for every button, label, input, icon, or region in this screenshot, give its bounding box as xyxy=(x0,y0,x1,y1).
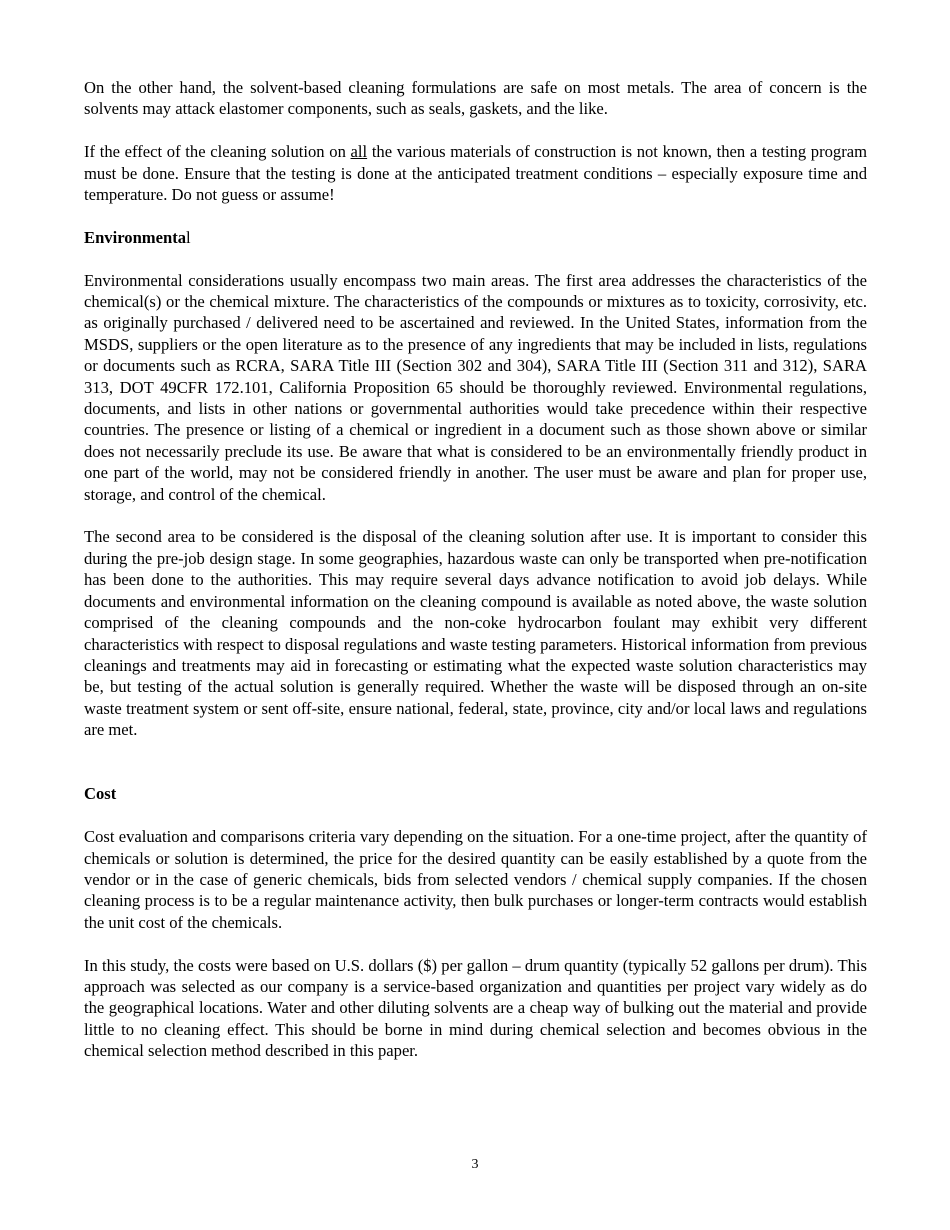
paragraph-testing-program xyxy=(84,141,867,205)
section-heading-cost xyxy=(84,783,867,804)
document-page xyxy=(84,77,867,1083)
underlined-word-all: all xyxy=(350,142,368,162)
heading-environmental-rest: l xyxy=(186,227,191,247)
spacer xyxy=(84,762,867,783)
testing-text-after: the various materials of construction is not known, then a testing program must be done. Ensure that the testing is done at the anticipated treatment conditions – especially exposure time and temperature. Do not guess or assume! xyxy=(84,142,867,205)
paragraph-environmental-considerations: Environmental considerations usually encompass two main areas. The first area addresses the characteristics of the chemical(s) or the chemical mixture. The characteristics of the compounds or mixtures as to toxicity, corrosivity, etc. as originally purchased / delivered need to be ascertained and reviewed. In the United States, information from the MSDS, suppliers or the open literature as to the presence of any ingredients that may be included in lists, regulations or documents such as RCRA, SARA Title III (Section 302 and 304), SARA Title III (Section 311 and 312), SARA 313, DOT 49CFR 172.101, California Proposition 65 should be thoroughly reviewed. Environmental regulations, documents, and lists in other nations or governmental authorities would take precedence within their respective countries. The presence or listing of a chemical or ingredient in a document such as those shown above or similar does not necessarily preclude its use. Be aware that what is considered to be an environmentally friendly product in one part of the world, may not be considered friendly in another. The user must be aware and plan for proper use, storage, and control of the chemical. xyxy=(84,270,867,504)
paragraph-cost-study: In this study, the costs were based on U.S. dollars ($) per gallon – drum quantity (typically 52 gallons per drum). This approach was selected as our company is a service-based organization and quantities per project vary widely as do the geographical locations. Water and other diluting solvents are a cheap way of bulking out the material and provide little to no cleaning effect. This should be borne in mind during chemical selection and becomes obvious in the chemical selection method described in this paper. xyxy=(84,955,867,1061)
section-heading-environmental xyxy=(84,227,867,248)
paragraph-disposal: The second area to be considered is the disposal of the cleaning solution after use. It is important to consider this during the pre-job design stage. In some geographies, hazardous waste can only be transported when pre-notification has been done to the authorities. This may require several days advance notification to avoid job delays. While documents and environmental information on the cleaning compound is available as noted above, the waste solution comprised of the cleaning compounds and the non-coke hydrocarbon foulant may exhibit very different characteristics with respect to disposal regulations and waste testing parameters. Historical information from previous cleanings and treatments may aid in forecasting or estimating what the expected waste solution characteristics may be, but testing of the actual solution is generally required. Whether the waste will be disposed through an on-site waste treatment system or sent off-site, ensure national, federal, state, province, city and/or local laws and regulations are met. xyxy=(84,527,867,740)
paragraph-cost-evaluation: Cost evaluation and comparisons criteria vary depending on the situation. For a one-time project, after the quantity of chemicals or solution is determined, the price for the desired quantity can be easily established by a quote from the vendor or in the case of generic chemicals, bids from selected vendors / chemical supply companies. If the chosen cleaning process is to be a regular maintenance activity, then bulk purchases or longer-term contracts would establish the unit cost of the chemicals. xyxy=(84,827,867,932)
heading-environmental-bold: Environmenta xyxy=(84,227,187,247)
page-number: 3 xyxy=(471,1157,479,1172)
paragraph-solvent-metals: On the other hand, the solvent-based cleaning formulations are safe on most metals. The area of concern is the solvents may attack elastomer components, such as seals, gaskets, and the like. xyxy=(84,78,867,119)
testing-text-before: If the effect of the cleaning solution on xyxy=(84,142,351,162)
heading-cost-text: Cost xyxy=(84,784,117,804)
